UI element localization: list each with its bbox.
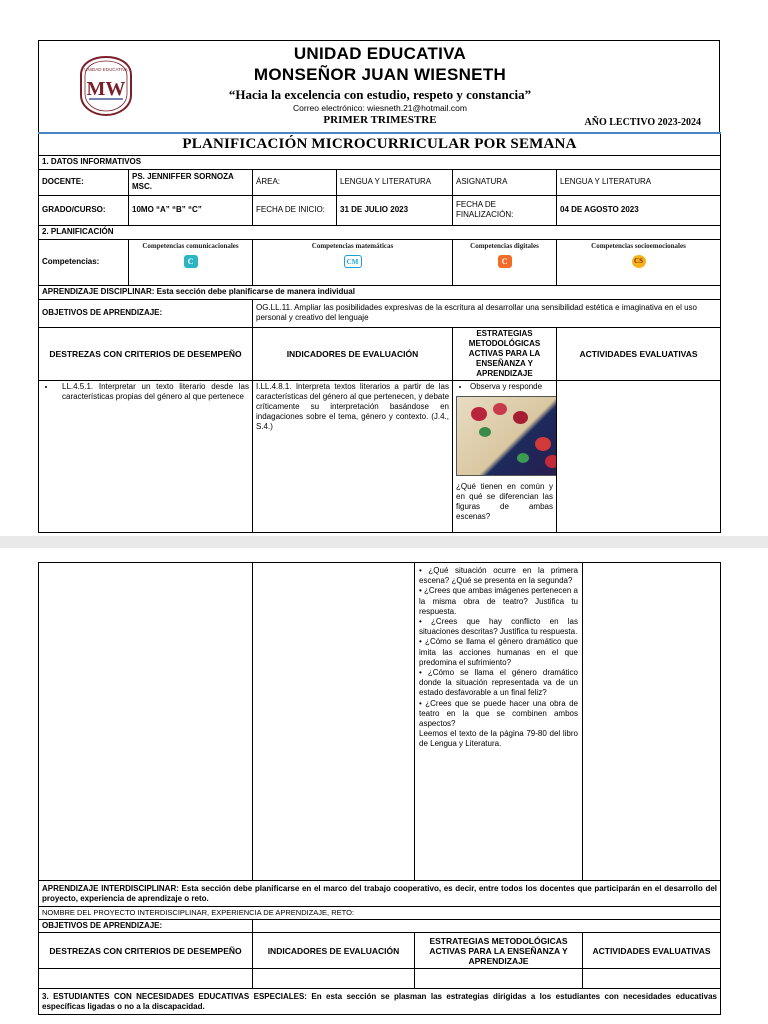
section-3-heading: 3. ESTUDIANTES CON NECESIDADES EDUCATIVAS ESPECIALES: En esta sección se plasman las estrategias dirigidas a los estudiantes con necesidades educativas específicas ligadas o no a la discapacidad. xyxy=(39,989,721,1015)
empty-cell-1 xyxy=(39,969,253,989)
planning-table-continued xyxy=(38,562,721,1015)
competencia-matematica: Competencias matemáticas CM xyxy=(253,239,453,285)
estrategia-cell xyxy=(453,380,557,532)
question-3: • ¿Crees que hay conflicto en las situaciones descritas? Justifica tu respuesta. xyxy=(419,617,578,637)
objetivos-value-2 xyxy=(253,920,721,933)
competencias-label: Competencias: xyxy=(39,239,129,285)
competencia-digital: Competencias digitales C xyxy=(453,239,557,285)
planning-table xyxy=(38,132,721,533)
col-indicadores: INDICADORES DE EVALUACIÓN xyxy=(253,327,453,380)
school-name-line-2: MONSEÑOR JUAN WIESNETH xyxy=(253,65,507,84)
objetivos-label: OBJETIVOS DE APRENDIZAJE: xyxy=(39,299,253,327)
fin-label: FECHA DE FINALIZACIÓN: xyxy=(453,195,557,225)
document-header xyxy=(38,40,720,132)
objetivos-value: OG.LL.11. Ampliar las posibilidades expresivas de la escritura al desarrollar una sensibilidad estética e imaginativa en el uso personal y creativo del lenguaje xyxy=(253,299,721,327)
area-label: ÁREA: xyxy=(253,169,337,195)
section-2-heading: 2. PLANIFICACIÓN xyxy=(39,225,721,239)
theatre-scene-image xyxy=(456,396,557,476)
trimester-label: PRIMER TRIMESTRE xyxy=(323,114,437,126)
grado-label: GRADO/CURSO: xyxy=(39,195,129,225)
aprendizaje-disciplinar: APRENDIZAJE DISCIPLINAR: Esta sección debe planificarse de manera individual xyxy=(39,285,721,299)
question-4: • ¿Cómo se llama el género dramático que imita las acciones humanas en el que predomina el sufrimiento? xyxy=(419,637,578,667)
proyecto-label: NOMBRE DEL PROYECTO INTERDISCIPLINAR, EXPERIENCIA DE APRENDIZAJE, RETO: xyxy=(39,907,721,920)
question-6: • ¿Crees que se puede hacer una obra de teatro en la que se combinen ambos aspectos? xyxy=(419,698,578,729)
docente-value: PS. JENNIFFER SORNOZA MSC. xyxy=(129,169,253,195)
grado-value: 10MO “A” “B” “C” xyxy=(129,195,253,225)
svg-text:MW: MW xyxy=(86,78,126,100)
reading-instruction: Leemos el texto de la página 79-80 del libro de Lengua y Literatura. xyxy=(419,729,578,749)
indicador-cell-continued xyxy=(253,563,415,881)
competencia-socioemocional: Competencias socioemocionales CS xyxy=(557,239,721,285)
estrategia-bullet: • Observa y responde xyxy=(470,382,553,392)
competencia-comunicacional: Competencias comunicacionales C xyxy=(129,239,253,285)
socioemotional-icon: CS xyxy=(632,255,646,268)
estrategia-questions-cell xyxy=(415,563,583,881)
digital-icon: C xyxy=(498,255,512,268)
col-indicadores-2: INDICADORES DE EVALUACIÓN xyxy=(253,933,415,969)
empty-cell-3 xyxy=(415,969,583,989)
indicador-text: I.LL.4.8.1. Interpreta textos literarios a partir de las características del género al que pertenecen, y debate críticamente su interpretación basándose en indagaciones sobre el tema, género y contexto. (J.4., S.4.) xyxy=(253,380,453,532)
asignatura-label: ASIGNATURA xyxy=(453,169,557,195)
col-estrategias: ESTRATEGIAS METODOLÓGICAS ACTIVAS PARA LA ENSEÑANZA Y APRENDIZAJE xyxy=(453,327,557,380)
school-email: Correo electrónico: wiesneth.21@hotmail.com xyxy=(293,103,467,113)
aprendizaje-interdisciplinar: APRENDIZAJE INTERDISCIPLINAR: Esta sección debe planificarse en el marco del trabajo cooperativo, es decir, entre todos los docentes que participarán en el desarrollo del proyecto, experiencia de aprendizaje o reto. xyxy=(39,881,721,907)
inicio-value: 31 DE JULIO 2023 xyxy=(337,195,453,225)
inicio-label: FECHA DE INICIO: xyxy=(253,195,337,225)
svg-text:UNIDAD EDUCATIVA: UNIDAD EDUCATIVA xyxy=(84,67,128,72)
actividades-cell-continued xyxy=(583,563,721,881)
fin-value: 04 DE AGOSTO 2023 xyxy=(557,195,721,225)
col-actividades: ACTIVIDADES EVALUATIVAS xyxy=(557,327,721,380)
empty-cell-4 xyxy=(583,969,721,989)
school-name-line-1: UNIDAD EDUCATIVA xyxy=(293,44,467,63)
col-destrezas-2: DESTREZAS CON CRITERIOS DE DESEMPEÑO xyxy=(39,933,253,969)
empty-cell-2 xyxy=(253,969,415,989)
question-2: • ¿Crees que ambas imágenes pertenecen a la misma obra de teatro? Justifica tu respuesta. xyxy=(419,586,578,616)
docente-label: DOCENTE: xyxy=(39,169,129,195)
math-icon: CM xyxy=(344,255,362,268)
destreza-cell xyxy=(39,380,253,532)
section-1-heading: 1. DATOS INFORMATIVOS xyxy=(39,155,721,169)
destreza-text: • LL.4.5.1. Interpretar un texto literario desde las características propias del género al que pertenece xyxy=(56,382,249,402)
objetivos-label-2: OBJETIVOS DE APRENDIZAJE: xyxy=(39,920,253,933)
school-motto: “Hacia la excelencia con estudio, respeto y constancia” xyxy=(228,87,532,102)
question-5: • ¿Cómo se llama el género dramático donde la situación representada va de un estado desfavorable a un final feliz? xyxy=(419,668,578,698)
destreza-cell-continued xyxy=(39,563,253,881)
area-value: LENGUA Y LITERATURA xyxy=(337,169,453,195)
communication-icon: C xyxy=(184,255,198,268)
col-actividades-2: ACTIVIDADES EVALUATIVAS xyxy=(583,933,721,969)
estrategia-question: ¿Qué tienen en común y en qué se diferencian las figuras de ambas escenas? xyxy=(456,481,553,521)
actividades-cell xyxy=(557,380,721,532)
col-destrezas: DESTREZAS CON CRITERIOS DE DESEMPEÑO xyxy=(39,327,253,380)
question-1: • ¿Qué situación ocurre en la primera escena? ¿Qué se presenta en la segunda? xyxy=(419,566,578,586)
col-estrategias-2: ESTRATEGIAS METODOLÓGICAS ACTIVAS PARA LA ENSEÑANZA Y APRENDIZAJE xyxy=(415,933,583,969)
asignatura-value: LENGUA Y LITERATURA xyxy=(557,169,721,195)
page-title: PLANIFICACIÓN MICROCURRICULAR POR SEMANA xyxy=(39,133,721,155)
school-year-label: AÑO LECTIVO 2023-2024 xyxy=(584,117,701,128)
page-2 xyxy=(0,548,768,1024)
